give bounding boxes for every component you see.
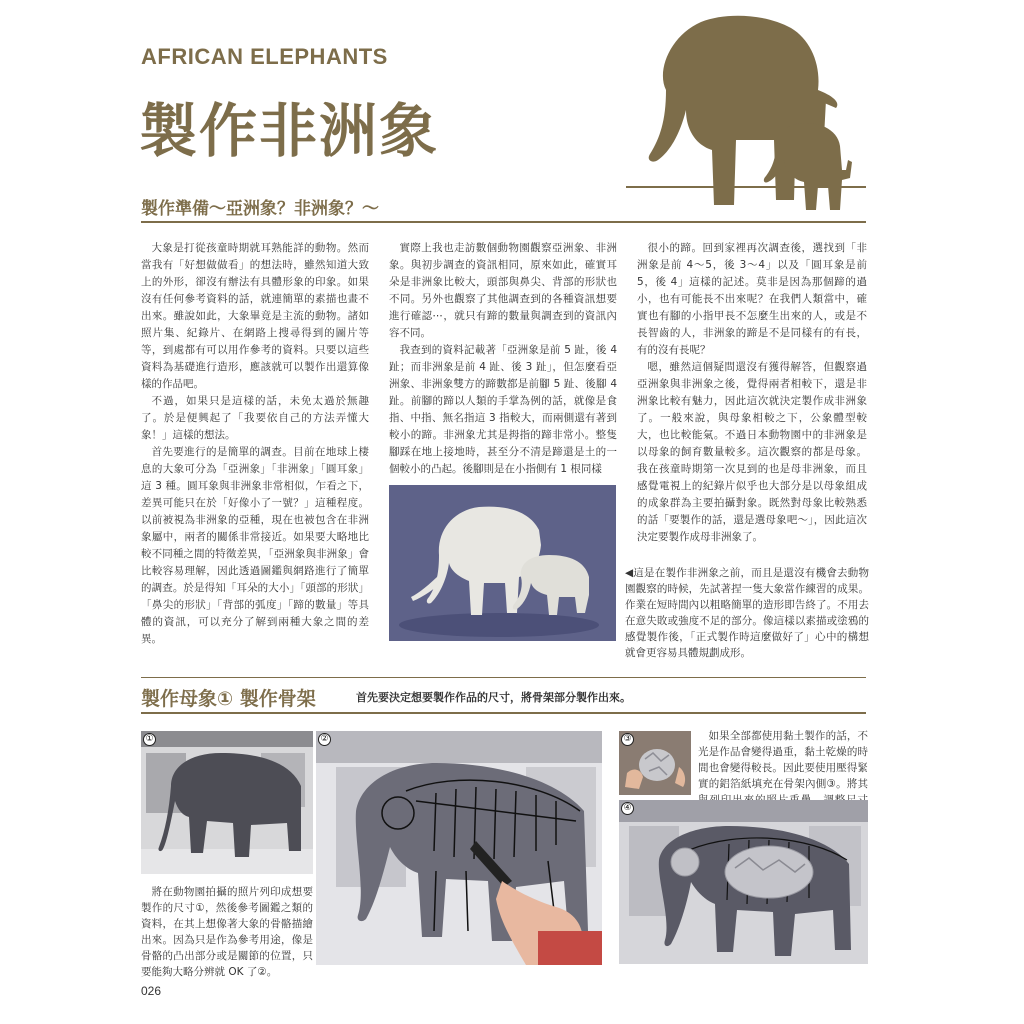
step-badge-3: ③ — [621, 733, 634, 746]
section2-top-rule — [141, 677, 866, 678]
section-rule — [141, 221, 866, 223]
text-column-3 — [637, 240, 867, 546]
page-number: 026 — [141, 984, 162, 998]
step1-photo — [141, 731, 313, 874]
step2-skeleton-drawing-photo — [316, 731, 602, 965]
section-heading-skeleton: 製作母象① 製作骨架 — [141, 688, 316, 710]
elephant-silhouette-graphic — [626, 10, 888, 210]
page-title: 製作非洲象 — [139, 97, 440, 165]
step-badge-2: ② — [318, 733, 331, 746]
clay-model-photo — [389, 485, 616, 641]
text-column-1 — [141, 240, 369, 648]
step1-caption: 將在動物園拍攝的照片列印成想要製作的尺寸①，然後參考圖鑑之類的資料，在其上想像著大象的骨骼描繪出來。因為只是作為參考用途，像是骨骼的凸出部分或是關節的位置，只要能夠大略分辨就 OK 了②。 — [141, 886, 313, 978]
paragraph: 實際上我也走訪數個動物園觀察亞洲象、非洲象。與初步調查的資訊相同，原來如此，確實耳朵是非洲象比較大，頭部與鼻尖、背部的形狀也不同。另外也觀察了其他調查到的各種資訊想要進行確認⋯，就只有蹄的數量與調查到的資訊內容不同。 — [389, 242, 617, 339]
section-subheading: 首先要決定想要製作作品的尺寸，將骨架部分製作出來。 — [356, 691, 631, 704]
photo-caption: ◀這是在製作非洲象之前，而且是還沒有機會去動物園觀察的時候，先試著捏一隻大象當作練習的成果。作業在短時間內以粗略簡單的造形即告終了。不用去在意失敗或強度不足的部分。像這樣以素描或塗鴉的感覺製作後，「正式製作時這麼做好了」心中的構想就會更容易具體規劃成形。 — [625, 567, 869, 659]
paragraph: 首先要進行的是簡單的調查。目前在地球上棲息的大象可分為「亞洲象」「非洲象」「圓耳象」這 3 種。圓耳象與非洲象非常相似，乍看之下，差異可能只在於「好像小了一號？」這種程度。以前被視為非洲象的亞種，現在也被包含在非洲象屬中，兩者的關係非常接近。如果要大略地比較不同種之間的特徵差異，「亞洲象與非洲象」會比較容易理解，因此透過圖鑑與網路進行了簡單的調查。於是得知「耳朵的大小」「頭部的形狀」「鼻尖的形狀」「背部的弧度」「蹄的數量」等具體的資訊，可以充分了解到兩種大象之間的差異。 — [141, 446, 369, 645]
section-heading-preparation: 製作準備～亞洲象？非洲象？～ — [141, 199, 379, 219]
paragraph: 我查到的資料記載著「亞洲象是前 5 趾，後 4 趾；而非洲象是前 4 趾、後 3 趾」，但怎麼看亞洲象、非洲象雙方的蹄數都是前腳 5 趾、後腳 4 趾。前腳的蹄以人類的手掌為例的話，就像是食指、中指、無名指這 3 指較大，而兩側還有著到較小的蹄。非洲象尤其是拇指的蹄非常小。整隻腳踩在地上接地時，甚至分不清是蹄還是土的一個較小的凸起。後腳則是在小指側有 1 根同樣 — [389, 344, 617, 475]
text-column-2 — [389, 240, 617, 478]
step3-foil-photo — [619, 731, 691, 795]
kicker-title: AFRICAN ELEPHANTS — [141, 44, 388, 69]
paragraph: 大象是打從孩童時期就耳熟能詳的動物。然而當我有「好想做做看」的想法時，雖然知道大致上的外形，卻沒有辦法有具體形象的印象。如果沒有任何參考資料的話，就連簡單的素描也畫不出來。雖說如此，大象畢竟是主流的動物。諸如照片集、紀錄片、在網路上搜尋得到的圖片等等，到處都有可以用作參考的資料。只要以這些資料為基礎進行造形，應該就可以製作出還算像樣的作品吧。 — [141, 242, 369, 390]
section2-rule — [141, 712, 866, 714]
step3-4-caption: 如果全部都使用黏土製作的話，不光是作品會變得過重，黏土乾燥的時間也會變得較長。因此要使用壓得緊實的鋁箔紙填充在骨架內側③。將其 — [698, 730, 868, 790]
step-badge-4: ④ — [621, 802, 634, 815]
paragraph: 不過，如果只是這樣的話，未免太過於無趣了。於是便興起了「我要依自己的方法弄懂大象！」這樣的想法。 — [141, 395, 369, 441]
step-badge-1: ① — [143, 733, 156, 746]
header-rule — [626, 186, 866, 188]
paragraph: 嗯，雖然這個疑問還沒有獲得解答，但觀察過亞洲象與非洲象之後，覺得兩者相較下，還是非洲象比較有魅力，因此這次就決定製作成非洲象了。一般來說，與母象相較之下，公象體型較大，也比較能氣。不過日本動物園中的非洲象是以母象的飼育數量較多。這次觀察的都是母象。我在孩童時期第一次見到的也是母非洲象，而且感覺電視上的紀錄片似乎也大部分是以母象組成的成象群為主要拍攝對象。既然對母象比較熟悉的話「要製作的話，還是選母象吧～」，因此這次決定要製作成母非洲象了。 — [637, 361, 867, 543]
paragraph: 很小的蹄。回到家裡再次調查後，選找到「非洲象是前 4～5，後 3～4」以及「圓耳象是前 5，後 4」這樣的記述。莫非是因為那個蹄的過小，也有可能長不出來呢？在我們人類當中，確實也有腳的小指甲長不怎麼生出來的人，或是不長智齒的人，非洲象的蹄是不是同樣有的有長，有的沒有長呢？ — [637, 242, 867, 356]
step4-foil-on-skeleton-photo — [619, 800, 868, 964]
